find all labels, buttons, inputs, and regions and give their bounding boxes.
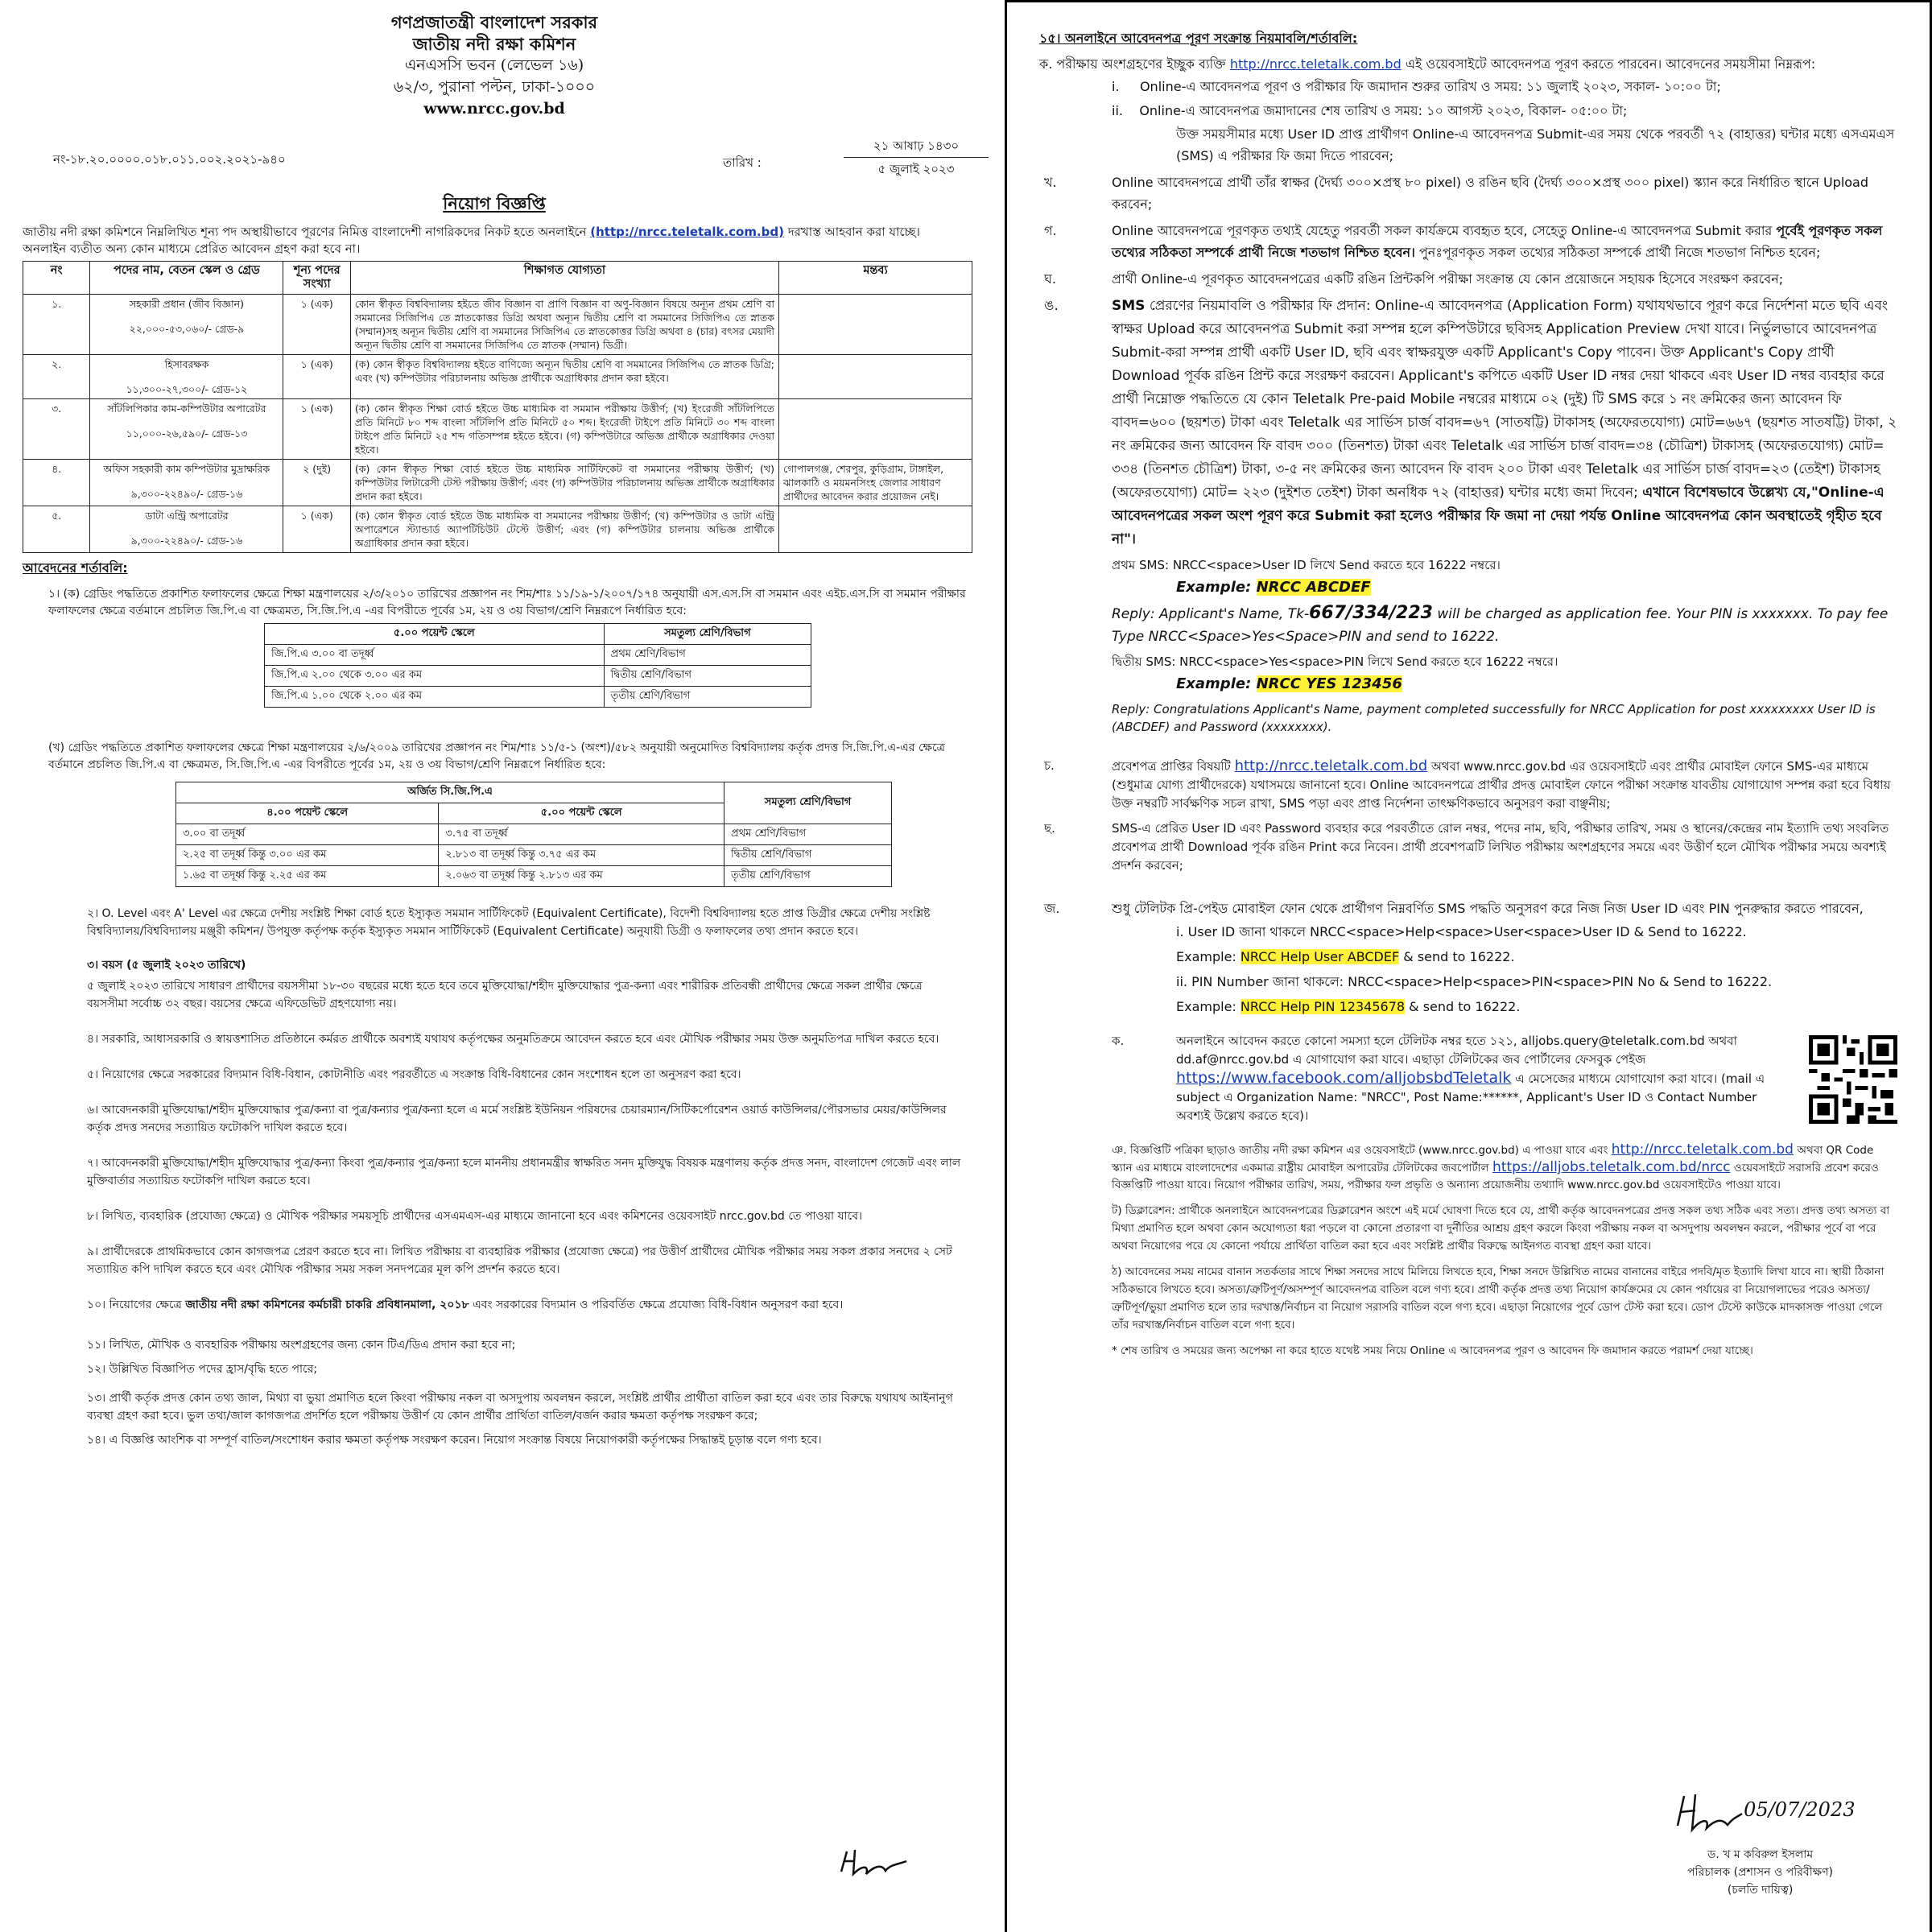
- reply-1-text-2: will be charged as application fee. Your PIN is xxxxxxx. To pay fee Type NRCC<Space>Yes<Space>PIN and send to 16222.: [1112, 606, 1889, 645]
- remark: [779, 506, 972, 553]
- deadline-advice: * শেষ তারিখ ও সময়ের জন্য অপেক্ষা না করে হাতে যথেষ্ট সময় নিয়ে Online এ আবেদনপত্র পূরণ ও আবেদন ফি জমাদান করতে পরামর্শ দেয়া যাচ্ছে।: [1112, 1344, 1753, 1357]
- example-code: NRCC Help User ABCDEF: [1240, 949, 1400, 964]
- pay-scale: ১১,৩০০-২৭,৩০০/- গ্রেড-১২: [126, 383, 248, 395]
- rule-ga-text: Online আবেদনপত্রে পূরণকৃত তথ্যই যেহেতু পরবর্তী সকল কার্যক্রমে ব্যবহৃত হবে, সেহেতু Online-এ আবেদনপত্র Submit করার: [1112, 223, 1773, 238]
- example-code: NRCC Help PIN 12345678: [1240, 999, 1406, 1014]
- header-cell: ৫.০০ পয়েন্ট স্কেলে: [439, 803, 724, 824]
- commission-name: জাতীয় নদী রক্ষা কমিশন: [412, 34, 576, 54]
- post-name-cell: [90, 399, 283, 460]
- marker: ঙ.: [1044, 298, 1059, 314]
- grade-cell: দ্বিতীয় শ্রেণি/বিভাগ: [604, 666, 811, 687]
- rule-qr-text: ঞ. বিজ্ঞপ্তিটি পত্রিকা ছাড়াও জাতীয় নদী রক্ষা কমিশন এর ওয়েবসাইটে (www.nrcc.gov.bd) এ পাওয়া যাবে এবং: [1112, 1144, 1608, 1157]
- online-rules-title: ১৫। অনলাইনে আবেদনপত্র পূরণ সংক্রান্ত নিয়মাবলি/শর্তাবলি:: [1039, 31, 1358, 46]
- signature-mark: [837, 1843, 910, 1884]
- cgpa-cell: দ্বিতীয় শ্রেণি/বিভাগ: [724, 845, 892, 866]
- rule-ga: [1039, 220, 1897, 263]
- cgpa-cell: ২.০৬৩ বা তদূর্ধ্ব কিন্তু ২.৮১৩ এর কম: [439, 866, 724, 887]
- table-row: [23, 460, 972, 506]
- teletalk-link[interactable]: http://nrcc.teletalk.com.bd: [1229, 56, 1402, 72]
- signature-area: [1687, 1798, 1856, 1846]
- grade-cell: জি.পি.এ ৩.০০ বা তদূর্ধ্ব: [265, 645, 605, 666]
- post-name: হিসাবরক্ষক: [164, 358, 209, 370]
- table-header-row: [176, 782, 892, 803]
- condition-9: ৯। প্রার্থীদেরকে প্রাথমিকভাবে কোন কাগজপত্র প্রেরণ করতে হবে না। লিখিত পরীক্ষায় বা ব্যবহারিক পরীক্ষার (প্রযোজ্য ক্ষেত্রে) পর উত্তীর্ণ প্রার্থীদের মৌখিক পরীক্ষার সময় সকল প্রকার সনদের ২ সেট সত্যায়িত কপি দাখিল করতে হবে এবং মৌখিক পরীক্ষার সময় সকল সনদপত্রের মূল কপি প্রদর্শন করতে হবে।: [87, 1245, 952, 1276]
- table-row: [265, 666, 811, 687]
- rule-uma-bold: এখানে বিশেষভাবে উল্লেখ্য যে,"Online-এ আবেদনপত্রের সকল অংশ পূরণ করে Submit করা হলেও পরীক্ষার ফি জমা না দেয়া পর্যন্ত Online আবেদনপত্র কোন অবস্থাতেই গৃহীত হবে না"।: [1112, 485, 1885, 547]
- table-header-row: [265, 624, 811, 645]
- table-row: [176, 824, 892, 845]
- date-label: তারিখ :: [723, 155, 762, 170]
- rule-ga-bold: পূর্বেই পূরণকৃত সকল তথ্যের সঠিকতা সম্পর্কে প্রার্থী নিজে শতভাগ নিশ্চিত হবেন।: [1112, 223, 1883, 260]
- post-number: ৪.: [23, 460, 90, 506]
- rule-uma: [1039, 295, 1897, 551]
- rule-chha-text: SMS-এ প্রেরিত User ID এবং Password ব্যবহার করে পরবর্তীতে রোল নম্বর, পদের নাম, ছবি, পরীক্ষার তারিখ, সময় ও স্থানের/কেন্দ্রের নাম ইত্যাদি তথ্য সংবলিত প্রবেশপত্র প্রার্থী Download পূর্বক রঙিন Print করে নিবেন। প্রার্থী প্রবেশপত্রটি লিখিত পরীক্ষায় অংশগ্রহণের সময়ে এবং উত্তীর্ণ হলে মৌখিক পরীক্ষার সময়ে অবশ্যই প্রদর্শন করবেন;: [1112, 821, 1889, 873]
- intro-link[interactable]: (http://nrcc.teletalk.com.bd): [590, 225, 785, 239]
- vacancy-count: ২ (দুই): [283, 460, 350, 506]
- qualification: (ক) কোন স্বীকৃত বিশ্ববিদ্যালয় হইতে বাণিজ্যে অন্যূন দ্বিতীয় শ্রেণি বা সমমানের সিজিপিএ তে স্নাতক ডিগ্রি; এবং (খ) কম্পিউটার পরিচালনায় অভিজ্ঞ প্রার্থীকে অগ্রাধিকার প্রদান করা হইবে।: [350, 355, 778, 399]
- post-name-cell: [90, 295, 283, 355]
- example-code: NRCC YES 123456: [1256, 675, 1402, 692]
- gov-line: গণপ্রজাতন্ত্রী বাংলাদেশ সরকার: [390, 12, 598, 32]
- table-row: [265, 687, 811, 708]
- condition-1b: (খ) গ্রেডিং পদ্ধতিতে প্রকাশিত ফলাফলের ক্ষেত্রে শিক্ষা মন্ত্রণালয়ের ২/৬/২০০৯ তারিখের প্রজ্ঞাপন নং শিম/শাঃ ১১/৫-১ (অংশ)/৫৮২ অনুযায়ী অনুমোদিত বিশ্ববিদ্যালয় কর্তৃক প্রদত্ত সি.জি.পি.এ-এর ক্ষেত্রে বর্তমানে প্রচলিত জি.পি.এ বা ক্ষেত্রমত, সি.জি.পি.এ -এর বিপরীতে পূর্বের ১ম, ২য় ও ৩য় বিভাগ/শ্রেণি নিম্নরূপে নির্ধারিত হবে:: [48, 741, 945, 771]
- post-name: সহকারী প্রধান (জীব বিজ্ঞান): [129, 298, 244, 310]
- pay-scale: ৯,৩০০-২২৪৯০/- গ্রেড-১৬: [130, 535, 243, 547]
- pay-scale: ২২,০০০-৫৩,০৬০/- গ্রেড-৯: [129, 323, 245, 335]
- teletalk-link[interactable]: http://nrcc.teletalk.com.bd: [1611, 1141, 1794, 1158]
- name-spelling-rule: ঠ) আবেদনের সময় নামের বানান সতর্কতার সাথে শিক্ষা সনদের সাথে মিলিয়ে লিখতে হবে, শিক্ষা সনদে উল্লিখিত নামের বানানের বাইরে পদবি/মৃত ইত্যাদি লিখা যাবে না। স্থায়ী ঠিকানা সঠিকভাবে লিখতে হবে। অসত্য/ত্রুটিপূর্ণ/অসম্পূর্ণ আবেদনপত্র বাতিল বলে গণ্য হবে। প্রার্থী কর্তৃক প্রদত্ত তথ্য নিয়োগ কার্যক্রমের যে কোন পর্যায়ের বা নিয়োগলাভের পরেও অসত্য/ত্রুটিপূর্ণ/ভুয়া প্রমাণিত হলে তার দরখাস্ত/নির্বাচন বা নিয়োগ সরাসরি বাতিল বলে গণ্য হবে। এছাড়া নিয়োগের পূর্বে ডোপ টেস্ট করা হবে। ডোপ টেস্টে কাউকে মাদকাসক্ত পাওয়া গেলে তাঁর দরখাস্ত/নির্বাচন বাতিল বলে গণ্য হবে।: [1112, 1265, 1885, 1331]
- post-number: ১.: [23, 295, 90, 355]
- cgpa-cell: ৩.৭৫ বা তদূর্ধ্ব: [439, 824, 724, 845]
- example-label: Example:: [1176, 999, 1236, 1014]
- table-row: [23, 355, 972, 399]
- cgpa-cell: ৩.০০ বা তদূর্ধ্ব: [176, 824, 439, 845]
- marker: ছ.: [1044, 821, 1055, 836]
- condition-3: ৫ জুলাই ২০২৩ তারিখে সাধারণ প্রার্থীদের বয়সসীমা ১৮-৩০ বছরের মধ্যে হতে হবে তবে মুক্তিযোদ্ধা/শহীদ মুক্তিযোদ্ধার পুত্র-কন্যা এবং শারীরিক প্রতিবন্ধী প্রার্থীদের ক্ষেত্রে সকল প্রার্থীর ক্ষেত্রে বয়সসীমা সর্বোচ্চ ৩২ বছর। বয়সের ক্ষেত্রে এফিডেভিট গ্রহণযোগ্য নয়।: [87, 980, 923, 1010]
- reply-1: [1112, 602, 1897, 648]
- example-suffix: & send to 16222.: [1403, 949, 1515, 964]
- intro-text-2: দরখাস্ত আহবান করা যাচ্ছে। অনলাইন ব্যতীত অন্য কোন মাধ্যমে প্রেরিত আবেদন গ্রহণ করা হবে না।: [23, 225, 920, 256]
- grade-cell: প্রথম শ্রেণি/বিভাগ: [604, 645, 811, 666]
- rule-cha-text: প্রবেশপত্র প্রাপ্তির বিষয়টি: [1112, 759, 1231, 774]
- condition-1a: ১। (ক) গ্রেডিং পদ্ধতিতে প্রকাশিত ফলাফলের ক্ষেত্রে শিক্ষা মন্ত্রণালয়ের ২/৩/২০১০ তারিখের প্রজ্ঞাপন নং শিম/শাঃ ১১/১৯-১/২০০৭/১৭৪ অনুযায়ী এস.এস.সি বা সমমান এবং এইচ.এস.সি বা সমমান পরীক্ষার ফলাফলের ক্ষেত্রে বর্তমানে প্রচলিত জি.পি.এ বা ক্ষেত্রমত, সি.জি.পি.এ -এর বিপরীতে পূর্বের ১ম, ২য় ও ৩য় বিভাগ/শ্রেণি নিম্নরূপে নির্ধারিত হবে:: [48, 588, 966, 617]
- rule-help: [1039, 1032, 1897, 1125]
- example-label: Example:: [1176, 949, 1236, 964]
- rule-uma-text: প্রেরণের নিয়মাবলি ও পরীক্ষার ফি প্রদান: Online-এ আবেদনপত্র (Application Form) যথাযথভাবে পূরণ করে নির্দেশনা মতে ছবি এবং স্বাক্ষর Upload করে আবেদনপত্র Submit করা সম্পন্ন হলে কম্পিউটারে ছবিসহ Application Preview দেখা যাবে। নির্ভুলভাবে আবেদনপত্র Submit-করা সম্পন্ন প্রার্থী একটি User ID, ছবি এবং স্বাক্ষরযুক্ত একটি Applicant's Copy পাবেন। উক্ত Applicant's Copy প্রার্থী Download পূর্বক রঙিন প্রিন্ট করে সংরক্ষণ করবেন। Applicant's কপিতে একটি User ID নম্বর দেয়া থাকবে এবং User ID নম্বর ব্যবহার করে প্রার্থী নিম্নোক্ত পদ্ধতিতে যে কোন Teletalk Pre-paid Mobile নম্বরের মাধ্যমে ০২ (দুই) টি SMS করে ১ নং ক্রমিকের জন্য আবেদন ফি বাবদ=৬০০ (ছয়শত) টাকা এবং Teletalk এর সার্ভিস চার্জ বাবদ=৬৭ (সাতষট্টি) টাকাসহ (অফেরতযোগ্য) মোট=৬৬৭ (ছয়শত সাতষট্টি) টাকা, ২ নং ক্রমিকের জন্য আবেদন ফি বাবদ ৩০০ (তিনশত) টাকা এবং Teletalk এর সার্ভিস চার্জ বাবদ=৩৪ (চৌত্রিশ) টাকাসহ (অফেরতযোগ্য) মোট= ৩৩৪ (তিনশত চৌত্রিশ) টাকা, ৩-৫ নং ক্রমিকের জন্য আবেদন ফি বাবদ ২০০ টাকা এবং Teletalk এর সার্ভিস চার্জ বাবদ=২৩ (তেইশ) টাকাসহ (অফেরতযোগ্য) মোট= ২২৩ (দুইশত তেইশ) টাকা অনধিক ৭২ (বাহাত্তর) ঘন্টার মধ্যে জমা দিবেন;: [1112, 298, 1897, 501]
- header-cell: পদের নাম, বেতন স্কেল ও গ্রেড: [90, 262, 283, 295]
- rule-ja-text: শুধু টেলিটক প্রি-পেইড মোবাইল ফোন থেকে প্রার্থীগণ নিম্নবর্ণিত SMS পদ্ধতি অনুসরণ করে নিজ নিজ User ID এবং PIN পুনরুদ্ধার করতে পারবেন,: [1112, 901, 1864, 916]
- qualification: (ক) কোন স্বীকৃত শিক্ষা বোর্ড হইতে উচ্চ মাধ্যমিক বা সমমান পরীক্ষায় উত্তীর্ণ; (খ) ইংরেজী সাঁটলিপিতে প্রতি মিনিটে ৮০ শব্দ বাংলা সাঁটলিপি প্রতি মিনিটে ৫০ শব্দ। ইংরেজী টাইপে প্রতি মিনিটে ৩০ শব্দ বাংলা টাইপে প্রতি মিনিটে ২৫ শব্দ গতিসম্পন্ন হইতে হইবে। (গ) কম্পিউটারে অভিজ্ঞ প্রার্থীকে অগ্রাধিকার দেওয়া হইবে।: [350, 399, 778, 460]
- example-2: [1176, 675, 1897, 692]
- example-1: [1176, 579, 1897, 596]
- header-cell: মন্তব্য: [779, 262, 972, 295]
- pay-scale: ৯,৩০০-২২৪৯০/- গ্রেড-১৬: [130, 488, 243, 500]
- memo-number: নং-১৮.২০.০০০০.০১৮.০১১.০০২.২০২১-৯৪০: [53, 152, 286, 167]
- example-label: Example:: [1176, 579, 1252, 596]
- condition-12: ১২। উল্লিখিত বিজ্ঞাপিত পদের হ্রাস/বৃদ্ধি হতে পারে;: [87, 1363, 318, 1376]
- condition-14: ১৪। এ বিজ্ঞপ্তি আংশিক বা সম্পূর্ণ বাতিল/সংশোধন করার ক্ষমতা কর্তৃপক্ষ সংরক্ষণ করেন। নিয়োগ সংক্রান্ত বিষয়ে নিয়োগকারী কর্তৃপক্ষের সিদ্ধান্তই চূড়ান্ত বলে গণ্য হবে।: [87, 1434, 822, 1447]
- post-number: ৩.: [23, 399, 90, 460]
- rule-ka-text-2: এই ওয়েবসাইটে আবেদনপত্র পূরণ করতে পারবেন। আবেদনের সময়সীমা নিম্নরূপ:: [1405, 56, 1816, 72]
- rule-ka-ii: ii. Online-এ আবেদনপত্র জমাদানের শেষ তারিখ ও সময়: ১০ আগস্ট ২০২৩, বিকাল- ০৫:০০ টা;: [1112, 103, 1628, 118]
- intro-text: জাতীয় নদী রক্ষা কমিশনে নিম্নলিখিত শূন্য পদ অস্থায়ীভাবে পূরণের নিমিত্ত বাংলাদেশী নাগরিকদের নিকট হতে অনলাইনে: [23, 225, 587, 239]
- recovery-example-1: [1176, 944, 1897, 969]
- header-cell: সমতুল্য শ্রেণি/বিভাগ: [604, 624, 811, 645]
- cgpa-cell: ২.৮১৩ বা তদূর্ধ্ব কিন্তু ৩.৭৫ এর কম: [439, 845, 724, 866]
- signature-initials: [837, 1843, 910, 1890]
- website-line: www.nrcc.gov.bd: [423, 100, 565, 118]
- recovery-pin: ii. PIN Number জানা থাকলে: NRCC<space>Help<space>PIN<space>PIN No & Send to 16222.: [1176, 974, 1773, 989]
- condition-11: ১১। লিখিত, মৌখিক ও ব্যবহারিক পরীক্ষায় অংশগ্রহণের জন্য কোন টিএ/ডিএ প্রদান করা হবে না;: [87, 1339, 516, 1352]
- memo-dates: [844, 134, 989, 180]
- rule-ka-i: i. Online-এ আবেদনপত্র পূরণ ও পরীক্ষার ফি জমাদান শুরুর তারিখ ও সময়: ১১ জুলাই ২০২৩, সকাল- ১০:০০ টা;: [1112, 79, 1721, 94]
- fee-amounts: 667/334/223: [1309, 603, 1433, 623]
- table-row: [23, 506, 972, 553]
- condition-8: ৮। লিখিত, ব্যবহারিক (প্রযোজ্য ক্ষেত্রে) ও মৌখিক পরীক্ষার সময়সূচি প্রার্থীদের এসএমএস-এর মাধ্যমে জানানো হবে এবং কমিশনের ওয়েবসাইট nrcc.gov.bd তে পাওয়া যাবে।: [87, 1210, 863, 1223]
- rule-ka-text: ক. পরীক্ষায় অংশগ্রহণের ইচ্ছুক ব্যক্তি: [1039, 56, 1226, 72]
- table-row: [176, 866, 892, 887]
- marker: গ.: [1044, 223, 1057, 238]
- posts-body: [23, 295, 972, 553]
- rule-help-text: অনলাইনে আবেদন করতে কোনো সমস্যা হলে টেলিটক নম্বর হতে ১২১, alljobs.query@teletalk.com.bd অথবা dd.af@nrcc.gov.bd এ যোগাযোগ করা যাবে। এছাড়া টেলিটকের জব পোর্টালের ফেসবুক পেইজ: [1176, 1034, 1737, 1067]
- example-code: NRCC ABCDEF: [1256, 579, 1371, 596]
- pay-scale: ১১,০০০-২৬,৫৯০/- গ্রেড-১৩: [126, 427, 248, 440]
- rule-ka: [1039, 53, 1897, 75]
- alljobs-link[interactable]: https://alljobs.teletalk.com.bd/nrcc: [1492, 1159, 1731, 1175]
- condition-6: ৬। আবেদনকারী মুক্তিযোদ্ধা/শহীদ মুক্তিযোদ্ধার পুত্র/কন্যা বা পুত্র/কন্যার পুত্র/কন্যা হলে এ মর্মে সংশ্লিষ্ট ইউনিয়ন পরিষদের চেয়ারম্যান/সিটিকর্পোরেশন ওয়ার্ড কাউন্সিলর/পৌরসভার মেয়র/কাউন্সিলর কর্তৃক প্রদত্ত সনদের সত্যায়িত ফটোকপি দাখিল করতে হবে।: [87, 1104, 947, 1134]
- marker: খ.: [1044, 175, 1057, 190]
- notice-title: নিয়োগ বিজ্ঞপ্তি: [443, 194, 546, 213]
- signature-date: 05/07/2023: [1744, 1798, 1856, 1821]
- vacancy-count: ১ (এক): [283, 506, 350, 553]
- table-row: [176, 845, 892, 866]
- qualification: কোন স্বীকৃত বিশ্ববিদ্যালয় হইতে জীব বিজ্ঞান বা প্রাণি বিজ্ঞান বা অণু-বিজ্ঞান বিষয়ে অন্যূন প্রথম শ্রেণি বা সমমানের সিজিপিএ তে স্নাতকোত্তর ডিগ্রি অথবা অন্যূন দ্বিতীয় শ্রেণি বা সমমানের সিজিপিএ তে স্নাতক (সম্মান)সহ অন্যূন দ্বিতীয় শ্রেণি বা সমমানের সিজিপিএ তে স্নাতকোত্তর ডিগ্রি অথবা ৪ (চার) বৎসর মেয়াদী অন্যূন দ্বিতীয় শ্রেণি বা সমমানের সিজিপিএ তে স্নাতক (সম্মান) ডিগ্রী।: [350, 295, 778, 355]
- remark: [779, 295, 972, 355]
- post-name: ডাটা এন্ট্রি অপারেটর: [145, 510, 229, 522]
- facebook-link[interactable]: https://www.facebook.com/alljobsbdTeletalk: [1176, 1069, 1512, 1087]
- signatory-name: ড. খ ম কবিরুল ইসলাম: [1707, 1848, 1814, 1861]
- condition-13: ১৩। প্রার্থী কর্তৃক প্রদত্ত কোন তথ্য জাল, মিথ্যা বা ভুয়া প্রমাণিত হলে কিংবা পরীক্ষায় নকল বা অসদুপায় অবলম্বন করলে, সংশ্লিষ্ট প্রার্থীর প্রার্থীতা বাতিল করা হবে এবং তার বিরুদ্ধে যথাযথ আইনানুগ ব্যবস্থা গ্রহণ করা হবে। ভুল তথ্য/জাল কাগজপত্র প্রদর্শিত হলে পরীক্ষায় উত্তীর্ণ যে কোন প্রার্থীর প্রার্থিতা বাতিল/বর্জন করার ক্ষমতা কর্তৃপক্ষ সংরক্ষণ করে;: [87, 1392, 953, 1422]
- teletalk-link[interactable]: http://nrcc.teletalk.com.bd: [1234, 758, 1428, 774]
- header-cell: শিক্ষাগত যোগ্যতা: [350, 262, 778, 295]
- signatory-note: (চলতি দায়িত্ব): [1727, 1884, 1794, 1897]
- grade-cell: জি.পি.এ ২.০০ থেকে ৩.০০ এর কম: [265, 666, 605, 687]
- building-line: এনএসসি ভবন (লেভেল ১৬): [404, 56, 584, 74]
- rule-qr-text-2: অথবা QR Code স্ক্যান এর মাধ্যমে বাংলাদেশের একমাত্র রাষ্ট্রীয় মোবাইল অপারেটর টেলিটকের জবপোর্টাল: [1112, 1144, 1874, 1174]
- condition-4: ৪। সরকারি, আধাসরকারি ও স্বায়ত্তশাসিত প্রতিষ্ঠানে কর্মরত প্রার্থীকে অবশ্যই যথাযথ কর্তৃপক্ষের অনুমতিক্রমে আবেদন করতে হবে এবং মৌখিক পরীক্ষার সময় উক্ত অনুমতিপত্র দাখিল করতে হবে।: [87, 1033, 939, 1046]
- condition-10: [87, 1296, 966, 1314]
- table-row: [265, 645, 811, 666]
- cgpa-cell: প্রথম শ্রেণি/বিভাগ: [724, 824, 892, 845]
- post-name: অফিস সহকারী কাম কম্পিউটার মুদ্রাক্ষরিক: [103, 463, 270, 475]
- rule-qr-info: [1112, 1141, 1897, 1194]
- rule-cha-text-2: অথবা www.nrcc.gov.bd এর ওয়েবসাইটে এবং প্রার্থীর মোবাইল ফোনে SMS-এর মাধ্যমে (শুধুমাত্র যোগ্য প্রার্থীদেরকে) যথাসময়ে জানানো হবে। Online আবেদনপত্রে প্রার্থীর প্রদত্ত মোবাইল ফোনে পরীক্ষা সংক্রান্ত যাবতীয় যোগাযোগ সম্পন্ন করা হবে বিধায় উক্ত নম্বরটি সার্বক্ষণিক সচল রাখা, SMS পড়া এবং প্রাপ্ত নির্দেশনা তাৎক্ষণিকভাবে অনুসরণ করা বাঞ্ছনীয়;: [1112, 759, 1891, 811]
- marker: চ.: [1044, 758, 1055, 773]
- gpa-body: [265, 645, 811, 708]
- rule-ja: [1039, 898, 1897, 919]
- condition-7: ৭। আবেদনকারী মুক্তিযোদ্ধা/শহীদ মুক্তিযোদ্ধার পুত্র/কন্যা কিংবা পুত্র/কন্যার পুত্র/কন্যা হলে মাননীয় প্রধানমন্ত্রীর স্বাক্ষরিত সনদ মুক্তিযুদ্ধ বিষয়ক মন্ত্রণালয় কর্তৃক প্রদত্ত সনদ, বাংলাদেশ গেজেট এবং লাল মুক্তিবার্তার সত্যায়িত ফটোকপি দাখিল করতে হবে।: [87, 1157, 961, 1187]
- condition-5: ৫। নিয়োগের ক্ষেত্রে সরকারের বিদ্যমান বিধি-বিধান, কোটানীতি এবং পরবর্তীতে এ সংক্রান্ত বিধি-বিধানের কোন সংশোধন হলে তা অনুসরণ করা হবে।: [87, 1068, 741, 1081]
- remark: [779, 355, 972, 399]
- condition-10-text: ১০। নিয়োগের ক্ষেত্রে: [87, 1298, 182, 1311]
- table-header-row: [23, 262, 972, 295]
- rule-gha-text: প্রার্থী Online-এ পূরণকৃত আবেদনপত্রের একটি রঙিন প্রিন্টকপি পরীক্ষা সংক্রান্ত যে কোন প্রয়োজনে সহায়ক হিসেবে সংরক্ষণ করবেন;: [1112, 271, 1784, 287]
- rule-help-text-2: এ মেসেজের মাধ্যমে যোগাযোগ করা যাবে। (mail এ subject এ Organization Name: "NRCC", Post Name:******, Applicant's User ID ও Contact Number অবশ্যই উল্লেখ করতে হবে)।: [1176, 1071, 1765, 1123]
- example-label: Example:: [1176, 675, 1252, 692]
- rule-chha: [1039, 819, 1897, 875]
- table-row: [23, 295, 972, 355]
- example-suffix: & send to 16222.: [1409, 999, 1521, 1014]
- rule-ka-note: উক্ত সময়সীমার মধ্যে User ID প্রাপ্ত প্রার্থীগণ Online-এ আবেদনপত্র Submit-এর সময় থেকে পরবর্তী ৭২ (বাহাত্তর) ঘন্টার মধ্যে এসএমএস (SMS) এ পরীক্ষার ফি জমা দিতে পারবেন;: [1176, 126, 1895, 163]
- reply-1-text: Reply: Applicant's Name, Tk-: [1112, 606, 1310, 622]
- header-cell: শূন্য পদের সংখ্যা: [283, 262, 350, 295]
- post-name: সাঁটলিপিকার কাম-কম্পিউটার অপারেটর: [107, 402, 266, 415]
- header-cell: ৪.০০ পয়েন্ট স্কেলে: [176, 803, 439, 824]
- condition-3-title: ৩। বয়স (৫ জুলাই ২০২৩ তারিখে): [87, 959, 246, 972]
- conditions-title: আবেদনের শর্তাবলি:: [23, 560, 128, 576]
- remark: [779, 399, 972, 460]
- second-sms: দ্বিতীয় SMS: NRCC<space>Yes<space>PIN লিখে Send করতে হবে 16222 নম্বরে।: [1112, 654, 1558, 669]
- marker: জ.: [1044, 901, 1060, 916]
- date-gregorian: ৫ জুলাই ২০২৩: [877, 162, 955, 176]
- qualification: (ক) কোন স্বীকৃত শিক্ষা বোর্ড হইতে উচ্চ মাধ্যমিক সার্টিফিকেট বা সমমানের পরীক্ষায় উত্তীর্ণ; (খ) কম্পিউটার লিটারেসী টেস্ট পরীক্ষায় উত্তীর্ণ; এবং (গ) কম্পিউটার পরিচালনায় অভিজ্ঞ প্রার্থীকে অগ্রাধিকার প্রদান করা হইবে।: [350, 460, 778, 506]
- grade-cell: তৃতীয় শ্রেণি/বিভাগ: [604, 687, 811, 708]
- signatory-title: পরিচালক (প্রশাসন ও পরিবীক্ষণ): [1687, 1866, 1833, 1879]
- marker: ক.: [1112, 1034, 1125, 1048]
- cgpa-cell: ১.৬৫ বা তদূর্ধ্ব কিন্তু ২.২৫ এর কম: [176, 866, 439, 887]
- cgpa-cell: ২.২৫ বা তদূর্ধ্ব কিন্তু ৩.০০ এর কম: [176, 845, 439, 866]
- letterhead: [23, 11, 966, 120]
- table-row: [23, 399, 972, 460]
- reply-2: Reply: Congratulations Applicant's Name, payment completed successfully for NRCC Application for post xxxxxxxxx User ID is (ABCDEF) and Password (xxxxxxxx).: [1112, 702, 1876, 734]
- header-cell: নং: [23, 262, 90, 295]
- sms-label: SMS: [1112, 298, 1146, 314]
- rule-gha: [1039, 268, 1897, 290]
- post-name-cell: [90, 506, 283, 553]
- rule-ga-text-2: পুনঃপূরণকৃত সকল তথ্যের সঠিকতা সম্পর্কে প্রার্থী নিজে শতভাগ নিশ্চিত হবেন;: [1418, 245, 1821, 260]
- qualification: (ক) কোন স্বীকৃত বোর্ড হইতে উচ্চ মাধ্যমিক বা সমমানের পরীক্ষায় উত্তীর্ণ; (খ) কম্পিউটার ও ডাটা এন্ট্রি অপারেশনে স্ট্যান্ডার্ড অ্যাপটিচিউট টেস্টে উত্তীর্ণ; এবং (গ) কম্পিউটার চালনায় অভিজ্ঞ প্রার্থীকে অগ্রাধিকার প্রদান করা হইবে।: [350, 506, 778, 553]
- right-page: [1005, 0, 1932, 1932]
- signature-block: [1687, 1798, 1856, 1899]
- recovery-user-id: i. User ID জানা থাকলে NRCC<space>Help<space>User<space>User ID & Send to 16222.: [1176, 924, 1747, 939]
- gpa-table: [264, 623, 811, 708]
- rule-cha: [1039, 757, 1897, 813]
- post-name-cell: [90, 355, 283, 399]
- condition-2: ২। O. Level এবং A' Level এর ক্ষেত্রে দেশীয় সংশ্লিষ্ট শিক্ষা বোর্ড হতে ইস্যুকৃত সমমান সার্টিফিকেট (Equivalent Certificate), বিদেশী বিশ্ববিদ্যালয় হতে প্রাপ্ত ডিগ্রীর ক্ষেত্রে দেশীয় সংশ্লিষ্ট বিশ্ববিদ্যালয়/বিশ্ববিদ্যালয় মঞ্জুরী কমিশন/ উপযুক্ত কর্তৃপক্ষ কর্তৃক ইস্যুকৃত সমমান সার্টিফিকেট (Equivalent Certificate) অনুযায়ী ডিগ্রী ও ফলাফলের তথ্য প্রদান করতে হবে।: [87, 907, 931, 938]
- condition-10-text-2: এবং সরকারের বিদ্যমান ও পরিবর্তিত ক্ষেত্রে প্রযোজ্য বিধি-বিধান অনুসরণ করা হবে।: [473, 1298, 844, 1311]
- header-cell: সমতুল্য শ্রেণি/বিভাগ: [724, 782, 892, 824]
- post-number: ৫.: [23, 506, 90, 553]
- rule-kha-text: Online আবেদনপত্রে প্রার্থী তাঁর স্বাক্ষর (দৈর্ঘ্য ৩০০×প্রস্থ ৮০ pixel) ও রঙিন ছবি (দৈর্ঘ্য ৩০০×প্রস্থ ৩০০ pixel) স্ক্যান করে নির্ধারিত স্থানে Upload করবেন;: [1112, 175, 1869, 212]
- recovery-example-2: [1176, 994, 1897, 1019]
- memo-row: [23, 133, 966, 188]
- first-sms: প্রথম SMS: NRCC<space>User ID লিখে Send করতে হবে 16222 নম্বরে।: [1112, 558, 1501, 572]
- remark: গোপালগঞ্জ, শেরপুর, কুড়িগ্রাম, টাঙ্গাইল, ঝালকাঠি ও ময়মনসিংহ জেলার সাধারণ প্রার্থীদের আবেদন করার প্রয়োজন নেই।: [779, 460, 972, 506]
- header-cell: অর্জিত সি.জি.পি.এ: [176, 782, 724, 803]
- condition-10-bold: জাতীয় নদী রক্ষা কমিশনের কর্মচারী চাকরি প্রবিধানমালা, ২০১৮: [185, 1298, 469, 1311]
- rule-qr-text-3: ওয়েবসাইটে সরাসরি প্রবেশ করেও বিজ্ঞপ্তিটি পাওয়া যাবে। নিয়োগ পরীক্ষার তারিখ, সময়, পরীক্ষার ফল প্রভৃতি ও অন্যান্য প্রয়োজনীয় তথ্যাদি www.nrcc.gov.bd ওয়েবসাইটেও পাওয়া যাবে।: [1112, 1162, 1879, 1191]
- vacancy-count: ১ (এক): [283, 355, 350, 399]
- intro-paragraph: [23, 224, 966, 258]
- declaration-rule: ট) ডিক্লারেশন: প্রার্থীকে অনলাইনে আবেদনপত্রের ডিক্লারেশন অংশে এই মর্মে ঘোষণা দিতে হবে যে, প্রার্থী কর্তৃক আবেদনপত্রের প্রদত্ত সকল তথ্য সঠিক এবং সত্য। প্রদত্ত তথ্য অসত্য বা মিথ্যা প্রমাণিত হলে অথবা কোন অযোগ্যতা ধরা পড়লে বা কোনো প্রতারণা বা দুর্নীতির আশ্রয় গ্রহণ করলে কিংবা পরীক্ষায় নকল বা অসদুপায় অবলম্বন করলে, পরীক্ষার পূর্বে বা পরে অথবা নিয়োগের পরে যে কোনো পর্যায়ে প্রার্থিতা বাতিল করা হবে এবং সংশ্লিষ্ট প্রার্থীর বিরুদ্ধে আইনগত ব্যবস্থা গ্রহণ করা যাবে।: [1112, 1204, 1890, 1253]
- address-line: ৬২/৩, পুরানা পল্টন, ঢাকা-১০০০: [393, 78, 596, 96]
- post-name-cell: [90, 460, 283, 506]
- marker: ঘ.: [1044, 271, 1056, 287]
- post-number: ২.: [23, 355, 90, 399]
- posts-table: [23, 261, 972, 553]
- qr-code-icon[interactable]: [1809, 1035, 1897, 1124]
- signature-mark: [1671, 1790, 1744, 1838]
- vacancy-count: ১ (এক): [283, 399, 350, 460]
- date-bangla: ২১ আষাঢ় ১৪৩০: [844, 134, 989, 158]
- vacancy-count: ১ (এক): [283, 295, 350, 355]
- cgpa-table: [175, 782, 892, 887]
- cgpa-body: [176, 824, 892, 887]
- rule-kha: [1039, 171, 1897, 215]
- cgpa-cell: তৃতীয় শ্রেণি/বিভাগ: [724, 866, 892, 887]
- header-cell: ৫.০০ পয়েন্ট স্কেলে: [265, 624, 605, 645]
- grade-cell: জি.পি.এ ১.০০ থেকে ২.০০ এর কম: [265, 687, 605, 708]
